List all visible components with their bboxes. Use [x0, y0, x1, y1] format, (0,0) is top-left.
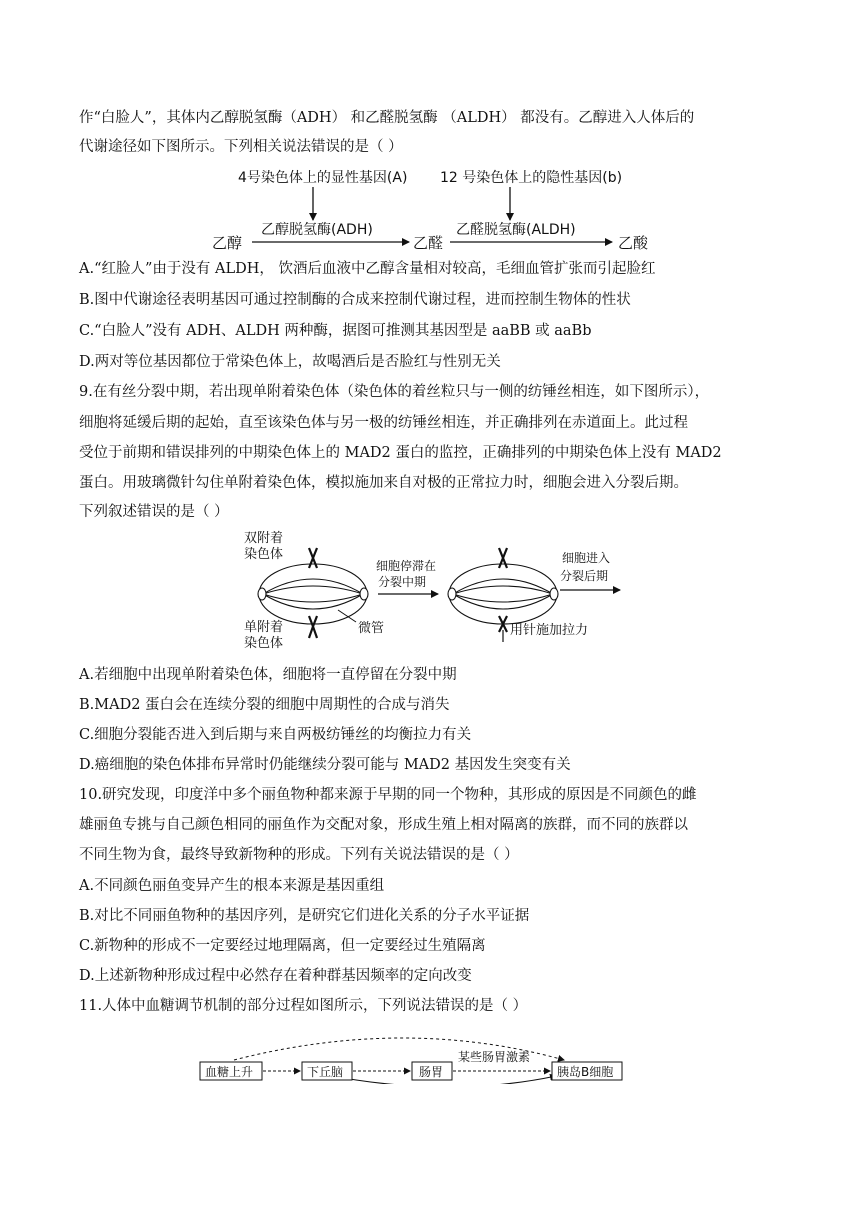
ethanol-label: 乙醇: [212, 234, 243, 252]
right-cell-spindle: [448, 564, 558, 624]
q10-stem-line-3: 不同生物为食，最终导致新物种的形成。下列有关说法错误的是（ ）: [79, 847, 519, 863]
blood-sugar-label: 血糖上升: [205, 1065, 254, 1079]
right-double-chromosome: [499, 548, 507, 568]
q9-stem-line-2: 细胞将延缓后期的起始，直至该染色体与另一极的纺锤丝相连，并正确排列在赤道面上。此过程: [79, 415, 688, 431]
q8-option-a: A.“红脸人”由于没有 ALDH， 饮酒后血液中乙醇含量相对较高，毛细血管扩张而引起脸红: [79, 261, 656, 277]
q11-regulation-figure: [196, 1032, 628, 1084]
islet-b-label: 胰岛B细胞: [557, 1065, 614, 1079]
q10-option-a: A.不同颜色丽鱼变异产生的根本来源是基因重组: [79, 878, 385, 894]
microtubule-label: 微管: [358, 621, 385, 636]
acetaldehyde-label: 乙醛: [413, 234, 444, 252]
gene-a-label: 4号染色体上的显性基因(A): [238, 170, 408, 186]
hypothalamus-label: 下丘脑: [307, 1065, 344, 1079]
aldh-label: 乙醛脱氢酶(ALDH): [456, 222, 576, 238]
q9-stem-line-1: 9.在有丝分裂中期，若出现单附着染色体（染色体的着丝粒只与一侧的纺锤丝相连，如下图所示），: [79, 384, 710, 400]
left-double-chromosome: [309, 548, 317, 568]
enter-anaphase-label-1: 细胞进入: [562, 551, 611, 565]
q10-option-c: C.新物种的形成不一定要经过地理隔离，但一定要经过生殖隔离: [79, 938, 486, 954]
q8-option-c: C.“白脸人”没有 ADH、ALDH 两种酶，据图可推测其基因型是 aaBB 或 aaBb: [79, 323, 592, 339]
left-cell-spindle: [258, 564, 368, 624]
q9-option-b: B.MAD2 蛋白会在连续分裂的细胞中周期性的合成与消失: [79, 697, 450, 713]
adh-label: 乙醇脱氢酶(ADH): [261, 222, 373, 238]
q9-spindle-figure: [238, 526, 628, 654]
left-single-chromosome: [309, 616, 317, 638]
q9-option-c: C.细胞分裂能否进入到后期与来自两极纺锤丝的均衡拉力有关: [79, 727, 472, 743]
q8-option-b: B.图中代谢途径表明基因可通过控制酶的合成来控制代谢过程，进而控制生物体的性状: [79, 292, 631, 308]
q10-stem-line-2: 雄丽鱼专挑与自己颜色相同的丽鱼作为交配对象，形成生殖上相对隔离的族群，而不同的族群以: [79, 817, 688, 833]
q9-stem-line-4: 蛋白。用玻璃微针勾住单附着染色体，模拟施加来自对极的正常拉力时，细胞会进入分裂后期。: [79, 475, 688, 491]
arrest-label-1: 细胞停滞在: [376, 559, 437, 573]
gene-b-label: 12 号染色体上的隐性基因(b): [440, 170, 623, 186]
q8-metabolism-figure: [200, 162, 660, 258]
q9-option-a: A.若细胞中出现单附着染色体，细胞将一直停留在分裂中期: [79, 667, 457, 683]
gut-hormone-label: 某些肠胃激素: [458, 1050, 531, 1064]
q10-option-b: B.对比不同丽鱼物种的基因序列，是研究它们进化关系的分子水平证据: [79, 908, 530, 924]
q9-option-d: D.癌细胞的染色体排布异常时仍能继续分裂可能与 MAD2 基因发生突变有关: [79, 757, 571, 773]
enter-anaphase-label-2: 分裂后期: [560, 569, 609, 583]
single-attached-label-2: 染色体: [244, 636, 284, 651]
needle-label: 用针施加拉力: [510, 623, 589, 638]
q10-option-d: D.上述新物种形成过程中必然存在着种群基因频率的定向改变: [79, 968, 472, 984]
q8-option-d: D.两对等位基因都位于常染色体上，故喝酒后是否脸红与性别无关: [79, 354, 501, 370]
q9-stem-line-5: 下列叙述错误的是（ ）: [79, 504, 229, 520]
q10-stem-line-1: 10.研究发现，印度洋中多个丽鱼物种都来源于早期的同一个物种，其形成的原因是不同颜色的雌: [79, 787, 697, 803]
gut-label: 肠胃: [419, 1065, 444, 1079]
double-attached-label-2: 染色体: [244, 547, 284, 562]
single-attached-label-1: 单附着: [244, 620, 284, 635]
q9-stem-line-3: 受位于前期和错误排列的中期染色体上的 MAD2 蛋白的监控，正确排列的中期染色体上没有 MAD2: [79, 445, 722, 461]
arrest-label-2: 分裂中期: [378, 575, 427, 589]
q11-stem: 11.人体中血糖调节机制的部分过程如图所示，下列说法错误的是（ ）: [79, 998, 528, 1014]
acetic-acid-label: 乙酸: [618, 234, 649, 252]
q8-stem-line-2: 代谢途径如下图所示。下列相关说法错误的是（ ）: [79, 139, 403, 155]
q8-stem-line-1: 作“白脸人”，其体内乙醇脱氢酶（ADH） 和乙醛脱氢酶 （ALDH） 都没有。乙醇进入人体后的: [79, 110, 695, 126]
double-attached-label-1: 双附着: [244, 531, 284, 546]
